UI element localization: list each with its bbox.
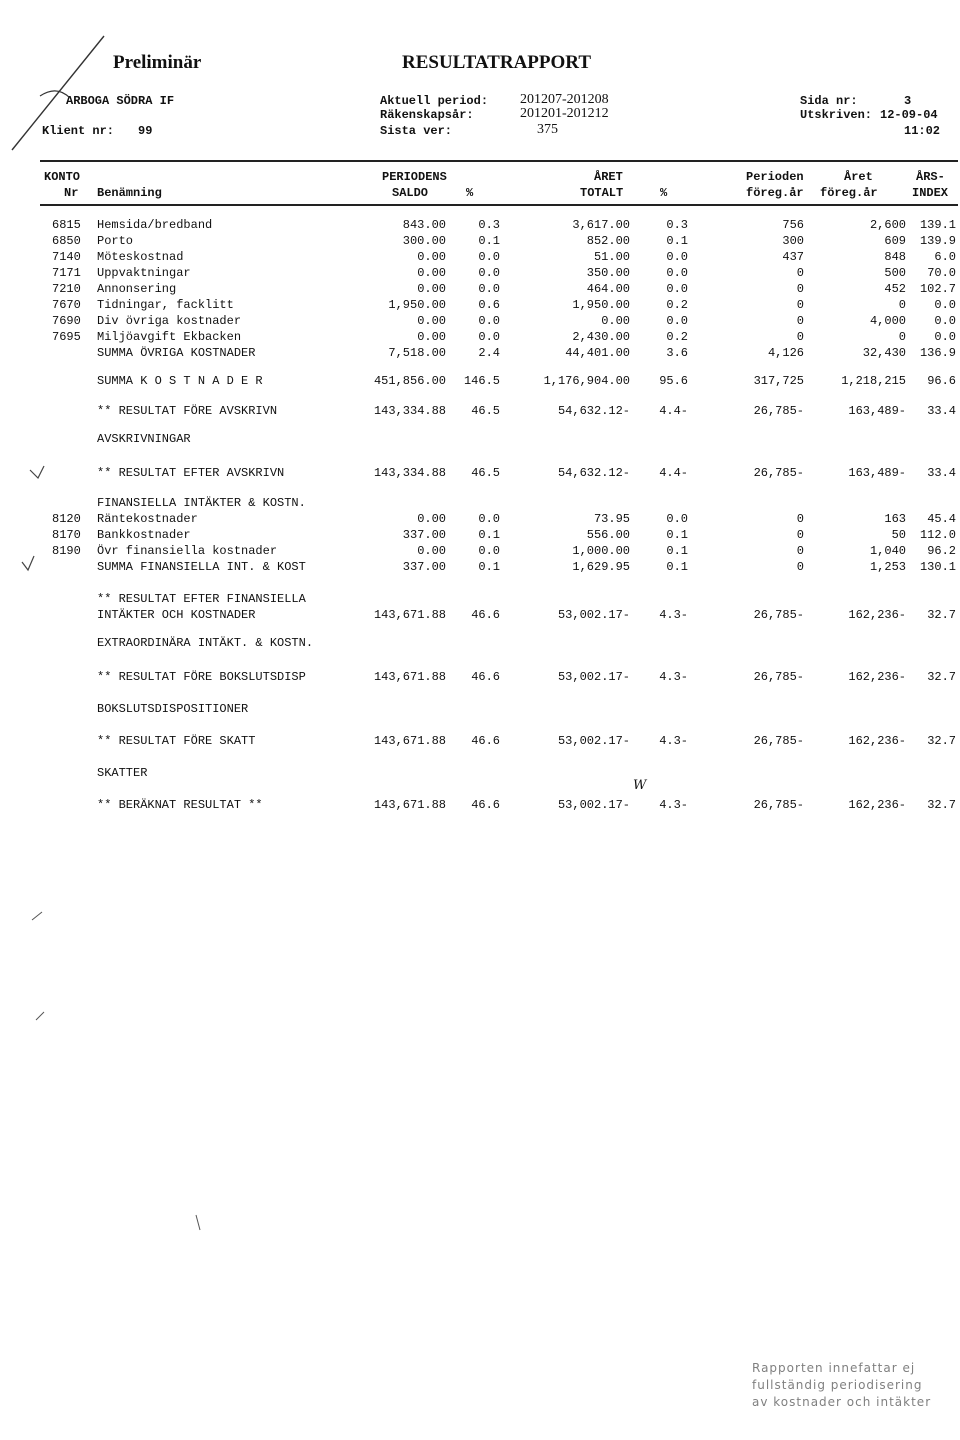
- year-index: 45.4: [927, 512, 956, 526]
- prev-year: 0: [898, 298, 906, 312]
- year-total: 2,430.00: [572, 330, 630, 344]
- prev-year: 162,236-: [848, 734, 906, 748]
- table-row: [0, 346, 960, 362]
- year-percent: 0.3: [666, 218, 688, 232]
- period-saldo: 0.00: [417, 314, 446, 328]
- period-percent: 0.3: [478, 218, 500, 232]
- col-pct-1: %: [466, 186, 474, 200]
- account-name: Räntekostnader: [97, 512, 198, 526]
- account-name: ** RESULTAT EFTER AVSKRIVN: [97, 466, 285, 480]
- table-row: [0, 404, 960, 420]
- prev-period: 0: [796, 314, 804, 328]
- prev-year: 848: [884, 250, 906, 264]
- col-totalt: TOTALT: [580, 186, 624, 200]
- year-total: 1,950.00: [572, 298, 630, 312]
- stamp-line-3: av kostnader och intäkter: [752, 1395, 932, 1409]
- year-percent: 0.1: [666, 544, 688, 558]
- period-percent: 0.0: [478, 250, 500, 264]
- prev-year: 500: [884, 266, 906, 280]
- year-index: 33.4: [927, 466, 956, 480]
- year-index: 32.7: [927, 734, 956, 748]
- col-konto: KONTO: [44, 170, 81, 184]
- prev-period: 756: [782, 218, 804, 232]
- prev-year: 162,236-: [848, 798, 906, 812]
- period-saldo: 451,856.00: [373, 374, 446, 388]
- prev-period: 0: [796, 330, 804, 344]
- table-row: [0, 670, 960, 686]
- year-percent: 4.3-: [659, 734, 688, 748]
- pen-dash-mark: [32, 912, 42, 920]
- year-percent: 4.4-: [659, 404, 688, 418]
- period-saldo: 143,671.88: [373, 670, 446, 684]
- table-row: [0, 496, 960, 512]
- col-saldo: SALDO: [392, 186, 429, 200]
- account-name: SUMMA FINANSIELLA INT. & KOST: [97, 560, 306, 574]
- year-index: 112.0: [919, 528, 956, 542]
- col-pct-2: %: [660, 186, 668, 200]
- printed-date: 12-09-04: [880, 108, 938, 122]
- year-percent: 4.3-: [659, 608, 688, 622]
- client-number: 99: [138, 124, 153, 138]
- account-name: Miljöavgift Ekbacken: [97, 330, 242, 344]
- account-number: 7690: [52, 314, 81, 328]
- account-name: Bankkostnader: [97, 528, 191, 542]
- report-status: Preliminär: [113, 52, 202, 73]
- account-name: Div övriga kostnader: [97, 314, 242, 328]
- prev-year: 1,218,215: [841, 374, 906, 388]
- year-total: 464.00: [586, 282, 630, 296]
- client-label: Klient nr:: [42, 124, 115, 138]
- account-name: Möteskostnad: [97, 250, 184, 264]
- table-row: [0, 298, 960, 314]
- table-row: [0, 528, 960, 544]
- year-total: 556.00: [586, 528, 630, 542]
- period-saldo: 0.00: [417, 544, 446, 558]
- year-index: 102.7: [919, 282, 956, 296]
- account-name: ** RESULTAT EFTER FINANSIELLA: [97, 592, 306, 606]
- period-percent: 0.0: [478, 266, 500, 280]
- prev-period: 26,785-: [753, 466, 804, 480]
- prev-year: 1,253: [869, 560, 906, 574]
- account-name: SUMMA ÖVRIGA KOSTNADER: [97, 346, 256, 360]
- prev-year: 0: [898, 330, 906, 344]
- period-saldo: 337.00: [402, 528, 446, 542]
- report-title: RESULTATRAPPORT: [402, 52, 592, 73]
- table-row: [0, 544, 960, 560]
- period-label: Aktuell period:: [380, 94, 489, 108]
- period-percent: 146.5: [463, 374, 500, 388]
- year-percent: 4.4-: [659, 466, 688, 480]
- account-number: 7670: [52, 298, 81, 312]
- printed-time: 11:02: [904, 124, 941, 138]
- pen-dash-mark: [196, 1215, 200, 1230]
- prev-year: 452: [884, 282, 906, 296]
- prev-year: 163,489-: [848, 466, 906, 480]
- period-percent: 0.1: [478, 560, 500, 574]
- prev-period: 0: [796, 560, 804, 574]
- table-row: [0, 374, 960, 390]
- year-total: 350.00: [586, 266, 630, 280]
- period-saldo: 0.00: [417, 282, 446, 296]
- prev-period: 26,785-: [753, 608, 804, 622]
- account-name: SKATTER: [97, 766, 148, 780]
- account-name: Tidningar, facklitt: [97, 298, 234, 312]
- year-index: 32.7: [927, 608, 956, 622]
- prev-period: 26,785-: [753, 670, 804, 684]
- table-row: [0, 592, 960, 608]
- prev-year: 1,040: [869, 544, 906, 558]
- table-row: [0, 466, 960, 482]
- table-row: [0, 560, 960, 576]
- account-number: 8170: [52, 528, 81, 542]
- account-name: ** RESULTAT FÖRE BOKSLUTSDISP: [97, 670, 306, 684]
- year-total: 53,002.17-: [557, 798, 630, 812]
- table-row: [0, 636, 960, 652]
- account-name: BOKSLUTSDISPOSITIONER: [97, 702, 249, 716]
- year-total: 0.00: [601, 314, 630, 328]
- company-name: ARBOGA SÖDRA IF: [66, 94, 175, 108]
- table-row: [0, 266, 960, 282]
- table-row: [0, 250, 960, 266]
- period-saldo: 0.00: [417, 512, 446, 526]
- period-saldo: 143,671.88: [373, 798, 446, 812]
- prev-year: 162,236-: [848, 670, 906, 684]
- period-saldo: 7,518.00: [388, 346, 446, 360]
- year-percent: 0.1: [666, 234, 688, 248]
- prev-year: 163,489-: [848, 404, 906, 418]
- period-saldo: 143,671.88: [373, 608, 446, 622]
- year-index: 96.2: [927, 544, 956, 558]
- year-total: 54,632.12-: [557, 404, 630, 418]
- table-row: [0, 330, 960, 346]
- prev-period: 0: [796, 544, 804, 558]
- year-percent: 0.1: [666, 528, 688, 542]
- year-total: 1,176,904.00: [543, 374, 630, 388]
- year-index: 32.7: [927, 670, 956, 684]
- period-percent: 0.0: [478, 314, 500, 328]
- page-label: Sida nr:: [800, 94, 858, 108]
- table-row: [0, 512, 960, 528]
- period-percent: 46.6: [471, 734, 500, 748]
- prev-period: 4,126: [767, 346, 804, 360]
- year-index: 33.4: [927, 404, 956, 418]
- period-percent: 0.0: [478, 330, 500, 344]
- period-percent: 46.5: [471, 466, 500, 480]
- year-percent: 0.1: [666, 560, 688, 574]
- col-periodens: PERIODENS: [382, 170, 447, 184]
- prev-year: 163: [884, 512, 906, 526]
- prev-period: 0: [796, 282, 804, 296]
- year-total: 1,000.00: [572, 544, 630, 558]
- period-percent: 0.1: [478, 234, 500, 248]
- prev-year: 162,236-: [848, 608, 906, 622]
- page-number: 3: [904, 94, 912, 108]
- account-number: 7140: [52, 250, 81, 264]
- col-index: INDEX: [912, 186, 949, 200]
- prev-period: 0: [796, 266, 804, 280]
- account-name: Hemsida/bredband: [97, 218, 213, 232]
- handwritten-w: W: [633, 778, 647, 793]
- version-label: Sista ver:: [380, 124, 453, 138]
- header-rule-bottom: [40, 204, 958, 206]
- prev-period: 0: [796, 298, 804, 312]
- year-index: 139.1: [919, 218, 956, 232]
- prev-period: 26,785-: [753, 734, 804, 748]
- table-row: [0, 798, 960, 814]
- table-row: [0, 432, 960, 448]
- period-percent: 2.4: [478, 346, 500, 360]
- period-saldo: 1,950.00: [388, 298, 446, 312]
- period-percent: 0.0: [478, 544, 500, 558]
- fiscal-label: Räkenskapsår:: [380, 108, 474, 122]
- period-saldo: 0.00: [417, 266, 446, 280]
- year-total: 54,632.12-: [557, 466, 630, 480]
- account-name: ** BERÄKNAT RESULTAT **: [97, 798, 263, 812]
- period-percent: 0.1: [478, 528, 500, 542]
- table-row: [0, 234, 960, 250]
- period-percent: 46.5: [471, 404, 500, 418]
- prev-period: 0: [796, 512, 804, 526]
- period-saldo: 143,334.88: [373, 404, 446, 418]
- account-name: Annonsering: [97, 282, 177, 296]
- year-total: 3,617.00: [572, 218, 630, 232]
- col-perioden: Perioden: [746, 170, 804, 184]
- period-saldo: 337.00: [402, 560, 446, 574]
- account-name: Porto: [97, 234, 134, 248]
- year-total: 53,002.17-: [557, 670, 630, 684]
- year-percent: 0.0: [666, 314, 688, 328]
- fiscal-value: 201201-201212: [520, 106, 609, 121]
- table-row: [0, 314, 960, 330]
- period-saldo: 143,671.88: [373, 734, 446, 748]
- account-name: FINANSIELLA INTÄKTER & KOSTN.: [97, 496, 306, 510]
- year-total: 1,629.95: [572, 560, 630, 574]
- year-index: 70.0: [927, 266, 956, 280]
- year-total: 73.95: [593, 512, 630, 526]
- year-total: 44,401.00: [565, 346, 630, 360]
- prev-period: 26,785-: [753, 798, 804, 812]
- year-total: 51.00: [593, 250, 630, 264]
- account-number: 7171: [52, 266, 81, 280]
- table-row: [0, 608, 960, 624]
- year-percent: 0.0: [666, 250, 688, 264]
- col-benamning: Benämning: [97, 186, 162, 200]
- year-index: 96.6: [927, 374, 956, 388]
- period-saldo: 143,334.88: [373, 466, 446, 480]
- col-perioden-foreg: föreg.år: [746, 186, 804, 200]
- year-percent: 0.2: [666, 298, 688, 312]
- year-percent: 4.3-: [659, 798, 688, 812]
- prev-period: 0: [796, 528, 804, 542]
- account-number: 6815: [52, 218, 81, 232]
- period-percent: 0.6: [478, 298, 500, 312]
- prev-period: 317,725: [753, 374, 804, 388]
- period-percent: 0.0: [478, 512, 500, 526]
- account-name: Uppvaktningar: [97, 266, 191, 280]
- period-percent: 0.0: [478, 282, 500, 296]
- year-percent: 4.3-: [659, 670, 688, 684]
- table-row: [0, 766, 960, 782]
- account-name: INTÄKTER OCH KOSTNADER: [97, 608, 256, 622]
- prev-year: 50: [891, 528, 906, 542]
- account-number: 7210: [52, 282, 81, 296]
- year-total: 53,002.17-: [557, 608, 630, 622]
- account-name: ** RESULTAT FÖRE SKATT: [97, 734, 256, 748]
- col-aret: ÅRET: [594, 170, 623, 184]
- account-number: 8190: [52, 544, 81, 558]
- account-name: AVSKRIVNINGAR: [97, 432, 191, 446]
- year-index: 136.9: [919, 346, 956, 360]
- prev-year: 2,600: [869, 218, 906, 232]
- year-index: 6.0: [934, 250, 956, 264]
- stamp-line-1: Rapporten innefattar ej: [752, 1361, 916, 1375]
- year-index: 32.7: [927, 798, 956, 812]
- account-number: 6850: [52, 234, 81, 248]
- pen-dash-mark: [36, 1012, 44, 1020]
- year-index: 139.9: [919, 234, 956, 248]
- account-number: 7695: [52, 330, 81, 344]
- prev-period: 26,785-: [753, 404, 804, 418]
- stamp-line-2: fullständig periodisering: [752, 1378, 923, 1392]
- table-row: [0, 218, 960, 234]
- year-percent: 95.6: [659, 374, 688, 388]
- disclaimer-stamp: [752, 1360, 937, 1432]
- period-saldo: 300.00: [402, 234, 446, 248]
- header-rule-top: [40, 160, 958, 162]
- table-row: [0, 702, 960, 718]
- year-percent: 3.6: [666, 346, 688, 360]
- year-percent: 0.0: [666, 512, 688, 526]
- prev-year: 4,000: [869, 314, 906, 328]
- period-saldo: 843.00: [402, 218, 446, 232]
- period-saldo: 0.00: [417, 250, 446, 264]
- year-total: 852.00: [586, 234, 630, 248]
- account-name: Övr finansiella kostnader: [97, 544, 278, 558]
- prev-period: 300: [782, 234, 804, 248]
- table-row: [0, 734, 960, 750]
- account-name: SUMMA K O S T N A D E R: [97, 374, 263, 388]
- year-total: 53,002.17-: [557, 734, 630, 748]
- period-percent: 46.6: [471, 608, 500, 622]
- year-percent: 0.0: [666, 282, 688, 296]
- account-name: ** RESULTAT FÖRE AVSKRIVN: [97, 404, 278, 418]
- printed-label: Utskriven:: [800, 108, 873, 122]
- year-index: 0.0: [934, 330, 956, 344]
- year-index: 130.1: [919, 560, 956, 574]
- period-percent: 46.6: [471, 798, 500, 812]
- period-value: 201207-201208: [520, 92, 609, 107]
- period-saldo: 0.00: [417, 330, 446, 344]
- col-ars: ÅRS-: [916, 170, 945, 184]
- account-name: EXTRAORDINÄRA INTÄKT. & KOSTN.: [97, 636, 314, 650]
- period-percent: 46.6: [471, 670, 500, 684]
- prev-year: 609: [884, 234, 906, 248]
- table-row: [0, 282, 960, 298]
- year-percent: 0.0: [666, 266, 688, 280]
- year-index: 0.0: [934, 314, 956, 328]
- version-value: 375: [537, 122, 558, 137]
- col-nr: Nr: [64, 186, 79, 200]
- prev-year: 32,430: [862, 346, 906, 360]
- year-index: 0.0: [934, 298, 956, 312]
- account-number: 8120: [52, 512, 81, 526]
- prev-period: 437: [782, 250, 804, 264]
- col-aret-foreg: föreg.år: [820, 186, 878, 200]
- year-percent: 0.2: [666, 330, 688, 344]
- col-aret-f: Året: [844, 170, 873, 184]
